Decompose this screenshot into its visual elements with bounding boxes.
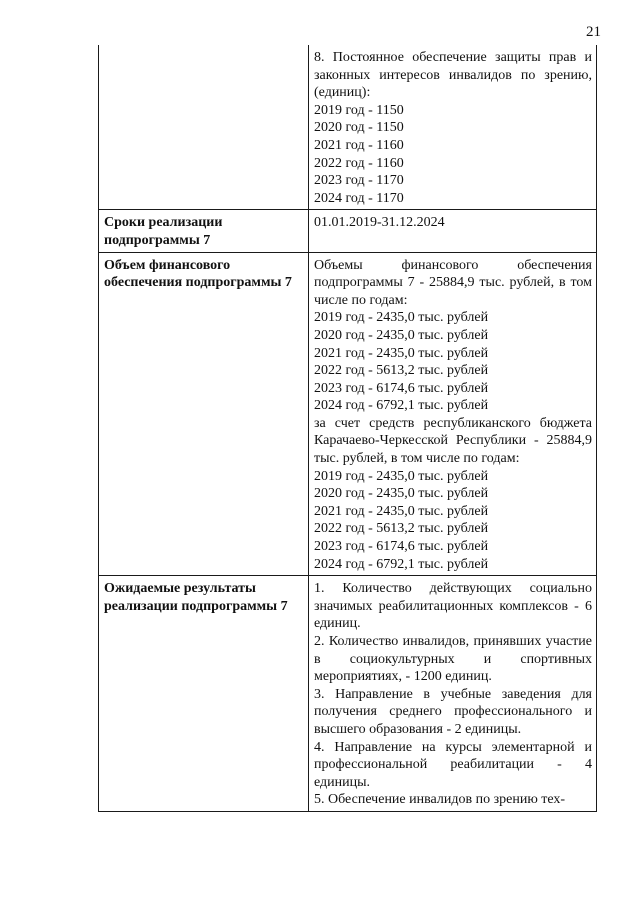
page-number: 21 (586, 24, 601, 40)
funding-year-line: 2019 год - 2435,0 тыс. рублей (314, 310, 489, 326)
timeline-label-cell: Сроки реализации подпрограммы 7 (99, 210, 309, 252)
budget-year-line: 2019 год - 2435,0 тыс. рублей (314, 468, 489, 484)
funding-intro: Объемы финансового обеспечения подпрограммы 7 - 25884,9 тыс. рублей, в том числе по годам: (314, 257, 592, 308)
indicator-year-line: 2024 год - 1170 (314, 190, 404, 206)
indicator-year-line: 2020 год - 1150 (314, 120, 404, 136)
funding-year-line: 2020 год - 2435,0 тыс. рублей (314, 327, 489, 343)
table-row-timeline (99, 210, 597, 252)
indicator-item-title: 8. Постоянное обеспечение защиты прав и законных интересов инвалидов по зрению, (единиц): (314, 50, 592, 101)
table-row-funding (99, 252, 597, 576)
results-label-cell: Ожидаемые результаты реализации подпрограммы 7 (99, 576, 309, 812)
funding-year-line: 2023 год - 6174,6 тыс. рублей (314, 380, 489, 396)
result-item: 2. Количество инвалидов, принявших участие в социокультурных и спортивных мероприятиях, - 1200 единиц. (314, 634, 592, 685)
indicator-year-line: 2023 год - 1170 (314, 173, 404, 189)
subprogram-passport-table (98, 45, 597, 812)
budget-year-line: 2024 год - 6792,1 тыс. рублей (314, 556, 489, 572)
funding-year-line: 2024 год - 6792,1 тыс. рублей (314, 398, 489, 414)
funding-budget-intro: за счет средств республиканского бюджета Карачаево-Черкесской Республики - 25884,9 тыс. рублей, в том числе по годам: (314, 415, 592, 467)
timeline-value-cell: 01.01.2019-31.12.2024 (309, 210, 597, 252)
funding-value-cell (309, 252, 597, 576)
budget-year-line: 2021 год - 2435,0 тыс. рублей (314, 503, 489, 519)
results-value-cell (309, 576, 597, 812)
indicators-value-cell (309, 45, 597, 210)
result-item: 1. Количество действующих социально значимых реабилитационных комплексов - 6 единиц. (314, 581, 592, 632)
budget-year-line: 2022 год - 5613,2 тыс. рублей (314, 521, 489, 537)
result-item: 3. Направление в учебные заведения для получения среднего профессионального и высшего образования - 2 единицы. (314, 686, 592, 737)
funding-year-line: 2022 год - 5613,2 тыс. рублей (314, 363, 489, 379)
indicator-year-line: 2022 год - 1160 (314, 155, 404, 171)
result-item: 5. Обеспечение инвалидов по зрению тех- (314, 792, 566, 808)
indicators-label-cell (99, 45, 309, 210)
result-item: 4. Направление на курсы элементарной и профессиональной реабилитации - 4 единицы. (314, 739, 592, 790)
indicator-year-line: 2021 год - 1160 (314, 137, 404, 153)
budget-year-line: 2020 год - 2435,0 тыс. рублей (314, 486, 489, 502)
funding-label-cell: Объем финансового обеспечения подпрограммы 7 (99, 252, 309, 576)
indicator-year-line: 2019 год - 1150 (314, 102, 404, 118)
funding-year-line: 2021 год - 2435,0 тыс. рублей (314, 345, 489, 361)
table-row-results (99, 576, 597, 812)
budget-year-line: 2023 год - 6174,6 тыс. рублей (314, 539, 489, 555)
table-row-indicators (99, 45, 597, 210)
